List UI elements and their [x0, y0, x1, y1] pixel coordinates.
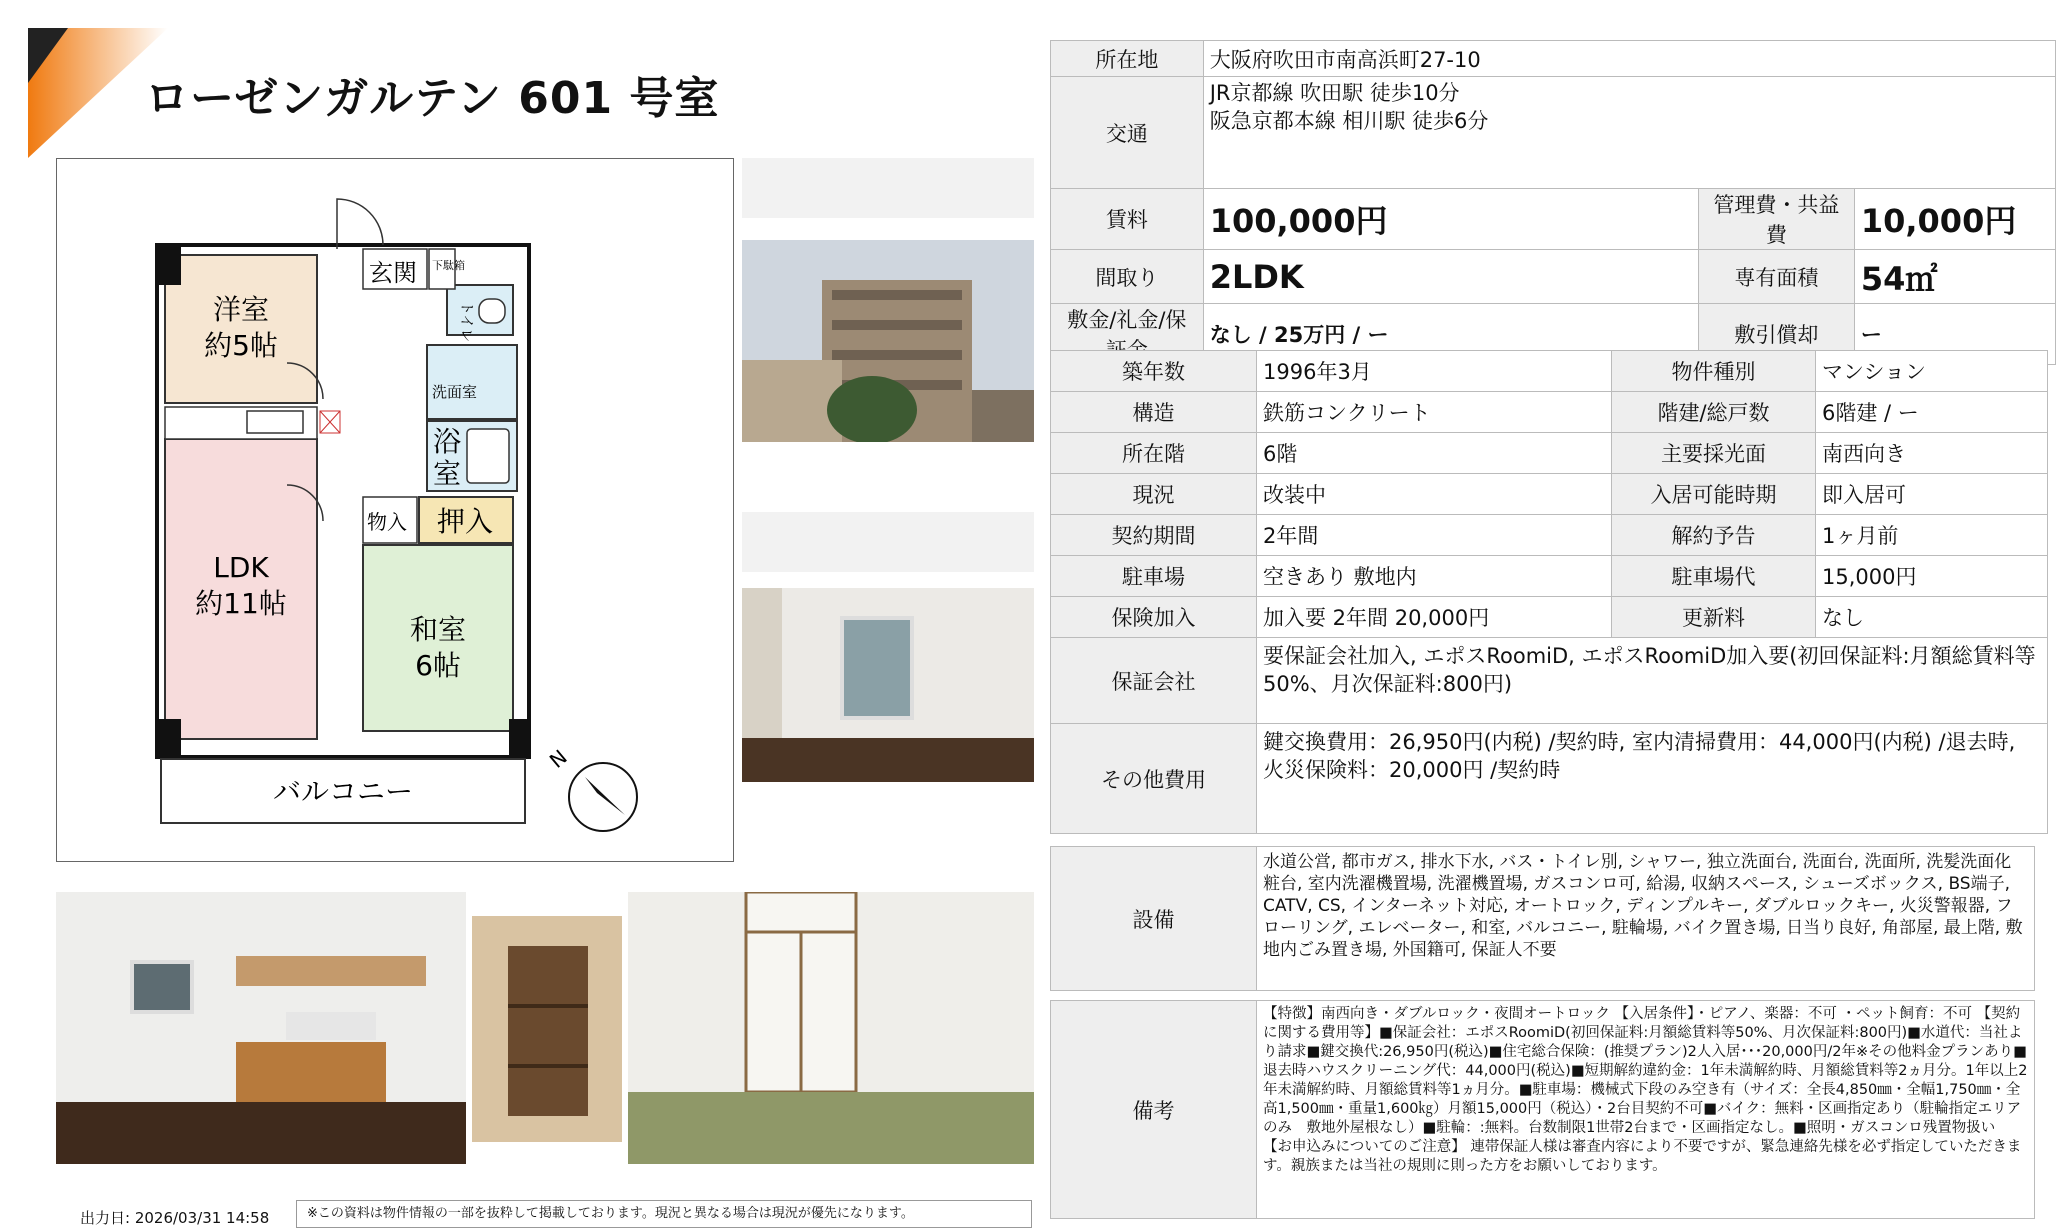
- spec-table-details: [1050, 350, 2048, 834]
- photo-placeholder-top: [742, 158, 1034, 218]
- parking-label: 駐車場: [1051, 556, 1257, 597]
- deposit-label: 敷金/礼金/保: [1051, 304, 1204, 365]
- photo-placeholder-middle: [742, 512, 1034, 572]
- parking-fee-value: 15,000円: [1816, 556, 2048, 597]
- rent-label: 賃料: [1051, 189, 1204, 250]
- kitchen-photo: [56, 892, 466, 1164]
- floor-plan-drawing: [57, 159, 733, 861]
- transport-line-1: JR京都線 吹田駅 徒歩10分: [1209, 81, 1460, 105]
- renewal-label: 更新料: [1612, 597, 1816, 638]
- area-value: 54㎡: [1854, 250, 2055, 304]
- floors-value: 6階建 / ー: [1816, 392, 2048, 433]
- transport-label: 交通: [1051, 77, 1204, 189]
- spec-table-remarks: [1050, 1000, 2035, 1219]
- spec-table-equipment: [1050, 846, 2035, 991]
- insurance-label: 保険加入: [1051, 597, 1257, 638]
- floor-label: 所在階: [1051, 433, 1257, 474]
- washitsu-photo: [628, 892, 1034, 1164]
- page-title: ローゼンガルテン 601 号室: [145, 73, 720, 124]
- rent-value: 100,000円: [1203, 189, 1698, 250]
- type-value: マンション: [1816, 351, 2048, 392]
- exterior-photo: [742, 240, 1034, 442]
- equipment-label: 設備: [1051, 847, 1257, 991]
- room-size-washitsu: 6帖: [415, 649, 461, 682]
- compass-north-label: N: [544, 744, 572, 773]
- room-label-getabako: 下駄箱: [432, 259, 465, 272]
- address-value: 大阪府吹田市南高浜町27-10: [1203, 41, 2055, 77]
- room-label-yoku: 浴: [433, 425, 462, 458]
- deposit-value: なし / 25万円 / ー: [1203, 304, 1698, 365]
- room-label-senmenshitsu: 洗面室: [432, 383, 478, 401]
- cancel-notice-value: 1ヶ月前: [1816, 515, 2048, 556]
- cancel-notice-label: 解約予告: [1612, 515, 1816, 556]
- type-label: 物件種別: [1612, 351, 1816, 392]
- spec-table-top: [1050, 40, 2056, 365]
- area-label: 専有面積: [1699, 250, 1855, 304]
- disclaimer-note: ※この資料は物件情報の一部を抜粋して掲載しております。現況と異なる場合は現況が優先になります。: [296, 1200, 1032, 1228]
- guarantor-label: 保証会社: [1051, 638, 1257, 724]
- room-label-shitsu: 室: [433, 457, 462, 490]
- move-in-label: 入居可能時期: [1612, 474, 1816, 515]
- room-label-monoire: 物入: [367, 510, 407, 534]
- light-value: 南西向き: [1816, 433, 2048, 474]
- guarantor-value: 要保証会社加入, エポスRoomiD, エポスRoomiD加入要(初回保証料:月額総賃料等50%、月次保証料:800円): [1257, 638, 2048, 724]
- room-size-youshitsu: 約5帖: [204, 329, 278, 362]
- equipment-value: 水道公営, 都市ガス, 排水下水, バス・トイレ別, シャワー, 独立洗面台, 洗面台, 洗面所, 洗髪洗面化粧台, 室内洗濯機置場, 洗濯機置場, ガスコンロ可, 給湯, 収納スペース, シューズボックス, BS端子, CATV, CS, インターネット対応, オートロック, ディンプルキー, ダブルロックキー, 火災警報器, フローリング, エレベーター, 和室, バルコニー, 駐輪場, バイク置き場, 日当り良好, 角部屋, 最上階, 敷地内ごみ置き場, 外国籍可, 保証人不要: [1257, 847, 2035, 991]
- room-photo-window: [742, 588, 1034, 782]
- built-value: 1996年3月: [1257, 351, 1612, 392]
- layout-label: 間取り: [1051, 250, 1204, 304]
- other-fees-label: その他費用: [1051, 724, 1257, 834]
- status-value: 改装中: [1257, 474, 1612, 515]
- built-label: 築年数: [1051, 351, 1257, 392]
- room-label-balcony: バルコニー: [272, 775, 414, 808]
- room-size-ldk: 約11帖: [195, 587, 287, 620]
- room-label-youshitsu: 洋室: [212, 293, 270, 326]
- mgmt-fee-label: 管理費・共益費: [1699, 189, 1855, 250]
- room-label-oshiire: 押入: [436, 505, 494, 538]
- light-label: 主要採光面: [1612, 433, 1816, 474]
- term-label: 契約期間: [1051, 515, 1257, 556]
- floor-plan: [56, 158, 734, 862]
- renewal-value: なし: [1816, 597, 2048, 638]
- closet-photo: [472, 916, 622, 1142]
- parking-fee-label: 駐車場代: [1612, 556, 1816, 597]
- floor-value: 6階: [1257, 433, 1612, 474]
- remarks-value: 【特徴】南西向き・ダブルロック・夜間オートロック 【入居条件】・ピアノ、楽器：不可 ・ペット飼育：不可 【契約に関する費用等】■保証会社：エポスRoomiD(初回保証料:月額総賃料等50%、月次保証料:800円)■水道代：当社より請求■鍵交換代:26,950円(税込)■住宅総合保険：(推奨プラン)2人入居･･･20,000円/2年※その他料金プランあり■退去時ハウスクリーニング代：44,000円(税込)■短期解約違約金：1年未満解約時、月額総賃料等2ヵ月分。1年以上2年未満解約時、月額総賃料等1ヵ月分。■駐車場：機械式下段のみ空き有（サイズ：全長4,850㎜・全幅1,750㎜・全高1,500㎜・重量1,600㎏）月額15,000円（税込）・2台目契約不可■バイク：無料・区画指定あり（駐輪指定エリアのみ 敷地外屋根なし）■駐輪：:無料。台数制限1世帯2台まで・区画指定なし。■照明・ガスコンロ残置物扱い 【お申込みについてのご注意】 連帯保証人様は審査内容により不要ですが、緊急連絡先様を必ず指定していただきます。親族または当社の規則に則った方をお願いしております。: [1257, 1001, 2035, 1219]
- status-label: 現況: [1051, 474, 1257, 515]
- address-label: 所在地: [1051, 41, 1204, 77]
- parking-value: 空きあり 敷地内: [1257, 556, 1612, 597]
- move-in-value: 即入居可: [1816, 474, 2048, 515]
- amortization-label: 敷引償却: [1699, 304, 1855, 365]
- structure-label: 構造: [1051, 392, 1257, 433]
- structure-value: 鉄筋コンクリート: [1257, 392, 1612, 433]
- layout-value: 2LDK: [1203, 250, 1698, 304]
- remarks-label: 備考: [1051, 1001, 1257, 1219]
- floors-label: 階建/総戸数: [1612, 392, 1816, 433]
- other-fees-value: 鍵交換費用：26,950円(内税) /契約時, 室内清掃費用：44,000円(内税) /退去時, 火災保険料：20,000円 /契約時: [1257, 724, 2048, 834]
- insurance-value: 加入要 2年間 20,000円: [1257, 597, 1612, 638]
- mgmt-fee-value: 10,000円: [1854, 189, 2055, 250]
- term-value: 2年間: [1257, 515, 1612, 556]
- transport-line-2: 阪急京都本線 相川駅 徒歩6分: [1209, 109, 1489, 133]
- room-label-ldk: LDK: [213, 551, 269, 584]
- room-label-washitsu: 和室: [409, 613, 467, 646]
- output-date: 出力日: 2026/03/31 14:58: [80, 1209, 270, 1227]
- room-label-genkan: 玄関: [369, 259, 417, 287]
- room-label-toilet: トイレ: [458, 301, 474, 343]
- amortization-value: ー: [1854, 304, 2055, 365]
